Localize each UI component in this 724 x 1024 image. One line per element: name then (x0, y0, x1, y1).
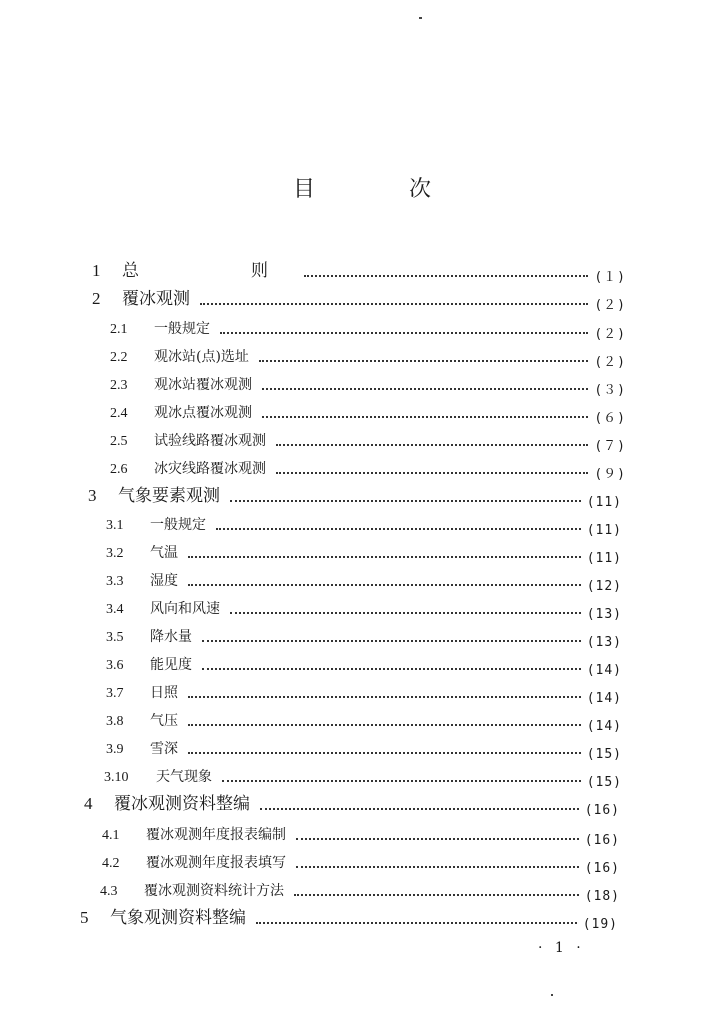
dot-leader (200, 295, 588, 305)
scan-speck (419, 17, 422, 19)
entry-page: (14) (586, 691, 622, 706)
dot-leader (188, 548, 581, 558)
entry-page: (15) (586, 747, 622, 762)
entry-title: 试验线路覆冰观测 (154, 433, 266, 449)
toc-entry-4-2[interactable] (102, 846, 620, 876)
entry-number: 3.5 (106, 630, 124, 645)
toc-entry-2-4[interactable] (110, 396, 626, 426)
entry-title: 观冰站覆冰观测 (154, 377, 252, 393)
dot-leader (230, 492, 581, 502)
entry-page: (11) (586, 551, 622, 566)
entry-title: 气象要素观测 (118, 486, 220, 506)
entry-page: (６) (594, 411, 626, 426)
entry-number: 3.8 (106, 714, 124, 729)
dot-leader (188, 688, 581, 698)
dot-leader (262, 380, 588, 390)
entry-page: (１) (594, 270, 626, 285)
entry-title: 日照 (150, 685, 178, 701)
entry-page: (２) (594, 327, 626, 342)
entry-title: 覆冰观测资料整编 (114, 794, 250, 814)
entry-page: (12) (586, 579, 622, 594)
entry-number: 1 (92, 261, 101, 280)
entry-number: 3.9 (106, 742, 124, 757)
dot-leader (220, 324, 588, 334)
entry-title: 气压 (150, 713, 178, 729)
dot-leader (216, 520, 581, 530)
dot-leader (230, 604, 581, 614)
toc-entry-2-3[interactable] (110, 368, 626, 398)
entry-page: (２) (594, 298, 626, 313)
entry-page: (13) (586, 607, 622, 622)
toc-entry-2-5[interactable] (110, 424, 626, 454)
dot-leader (260, 800, 579, 810)
dot-leader (188, 744, 581, 754)
entry-title: 湿度 (150, 573, 178, 589)
dot-leader (276, 464, 588, 474)
dot-leader (188, 716, 581, 726)
entry-number: 2.1 (110, 322, 128, 337)
entry-page: (３) (594, 383, 626, 398)
entry-page: (16) (584, 833, 620, 848)
dot-leader (276, 436, 588, 446)
toc-entry-4-3[interactable] (100, 874, 620, 904)
entry-number: 2.2 (110, 350, 128, 365)
entry-title: 总 则 (122, 261, 294, 281)
entry-title: 气温 (150, 545, 178, 561)
dot-leader (256, 914, 577, 924)
entry-number: 2.6 (110, 462, 128, 477)
entry-page: (14) (586, 719, 622, 734)
entry-title: 气象观测资料整编 (110, 908, 246, 928)
entry-page: (２) (594, 355, 626, 370)
entry-page: (７) (594, 439, 626, 454)
toc-heading: 目 次 (292, 177, 467, 202)
entry-page: (９) (594, 467, 626, 482)
dot-leader (188, 576, 581, 586)
dot-leader (222, 772, 581, 782)
entry-title: 一般规定 (154, 321, 210, 337)
entry-title: 覆冰观测 (122, 289, 190, 309)
toc-entry-3-2[interactable] (106, 536, 622, 566)
toc-entry-1[interactable] (92, 255, 626, 285)
dot-leader (202, 660, 581, 670)
toc-entry-2-6[interactable] (110, 452, 626, 482)
dot-leader (294, 886, 579, 896)
entry-title: 一般规定 (150, 517, 206, 533)
entry-number: 4.3 (100, 884, 118, 899)
toc-entry-2-1[interactable] (110, 312, 626, 342)
entry-title: 降水量 (150, 629, 192, 645)
toc-entry-4-1[interactable] (102, 818, 620, 848)
entry-title: 覆冰观测资料统计方法 (144, 883, 284, 899)
toc-entry-3-5[interactable] (106, 620, 622, 650)
entry-number: 3.3 (106, 574, 124, 589)
scan-speck (551, 994, 553, 996)
entry-number: 3 (88, 486, 97, 505)
entry-title: 能见度 (150, 657, 192, 673)
entry-number: 4.1 (102, 828, 120, 843)
entry-number: 3.4 (106, 602, 124, 617)
entry-title: 覆冰观测年度报表填写 (146, 855, 286, 871)
entry-title: 观冰站(点)选址 (154, 349, 249, 365)
entry-page: (11) (586, 495, 622, 510)
toc-entry-4[interactable] (84, 788, 620, 818)
toc-entry-3-9[interactable] (106, 732, 622, 762)
entry-number: 2.5 (110, 434, 128, 449)
toc-entry-5[interactable] (80, 902, 618, 932)
dot-leader (202, 632, 581, 642)
entry-title: 风向和风速 (150, 601, 220, 617)
toc-entry-3-7[interactable] (106, 676, 622, 706)
entry-page: (18) (584, 889, 620, 904)
dot-leader (262, 408, 588, 418)
entry-number: 3.1 (106, 518, 124, 533)
toc-entry-2-2[interactable] (110, 340, 626, 370)
toc-entry-3-3[interactable] (106, 564, 622, 594)
entry-title: 冰灾线路覆冰观测 (154, 461, 266, 477)
toc-entry-2[interactable] (92, 283, 626, 313)
entry-page: (13) (586, 635, 622, 650)
entry-number: 3.2 (106, 546, 124, 561)
toc-entry-3-1[interactable] (106, 508, 622, 538)
entry-page: (19) (582, 917, 618, 932)
entry-number: 2 (92, 289, 101, 308)
entry-number: 4 (84, 794, 93, 813)
entry-page: (15) (586, 775, 622, 790)
entry-number: 3.6 (106, 658, 124, 673)
entry-page: (11) (586, 523, 622, 538)
entry-number: 4.2 (102, 856, 120, 871)
toc-entry-3[interactable] (88, 480, 622, 510)
dot-leader (304, 267, 588, 277)
toc-entry-3-6[interactable] (106, 648, 622, 678)
toc-entry-3-8[interactable] (106, 704, 622, 734)
page-number: · 1 · (538, 940, 585, 956)
entry-page: (16) (584, 803, 620, 818)
toc-entry-3-4[interactable] (106, 592, 622, 622)
dot-leader (259, 352, 588, 362)
entry-page: (14) (586, 663, 622, 678)
entry-number: 5 (80, 908, 89, 927)
entry-number: 3.10 (104, 770, 129, 785)
dot-leader (296, 830, 579, 840)
entry-number: 2.3 (110, 378, 128, 393)
entry-number: 3.7 (106, 686, 124, 701)
entry-title: 雪深 (150, 741, 178, 757)
entry-page: (16) (584, 861, 620, 876)
entry-title: 观冰点覆冰观测 (154, 405, 252, 421)
dot-leader (296, 858, 579, 868)
toc-entry-3-10[interactable] (104, 760, 622, 790)
entry-title: 覆冰观测年度报表编制 (146, 827, 286, 843)
entry-title: 天气现象 (156, 769, 212, 785)
entry-number: 2.4 (110, 406, 128, 421)
